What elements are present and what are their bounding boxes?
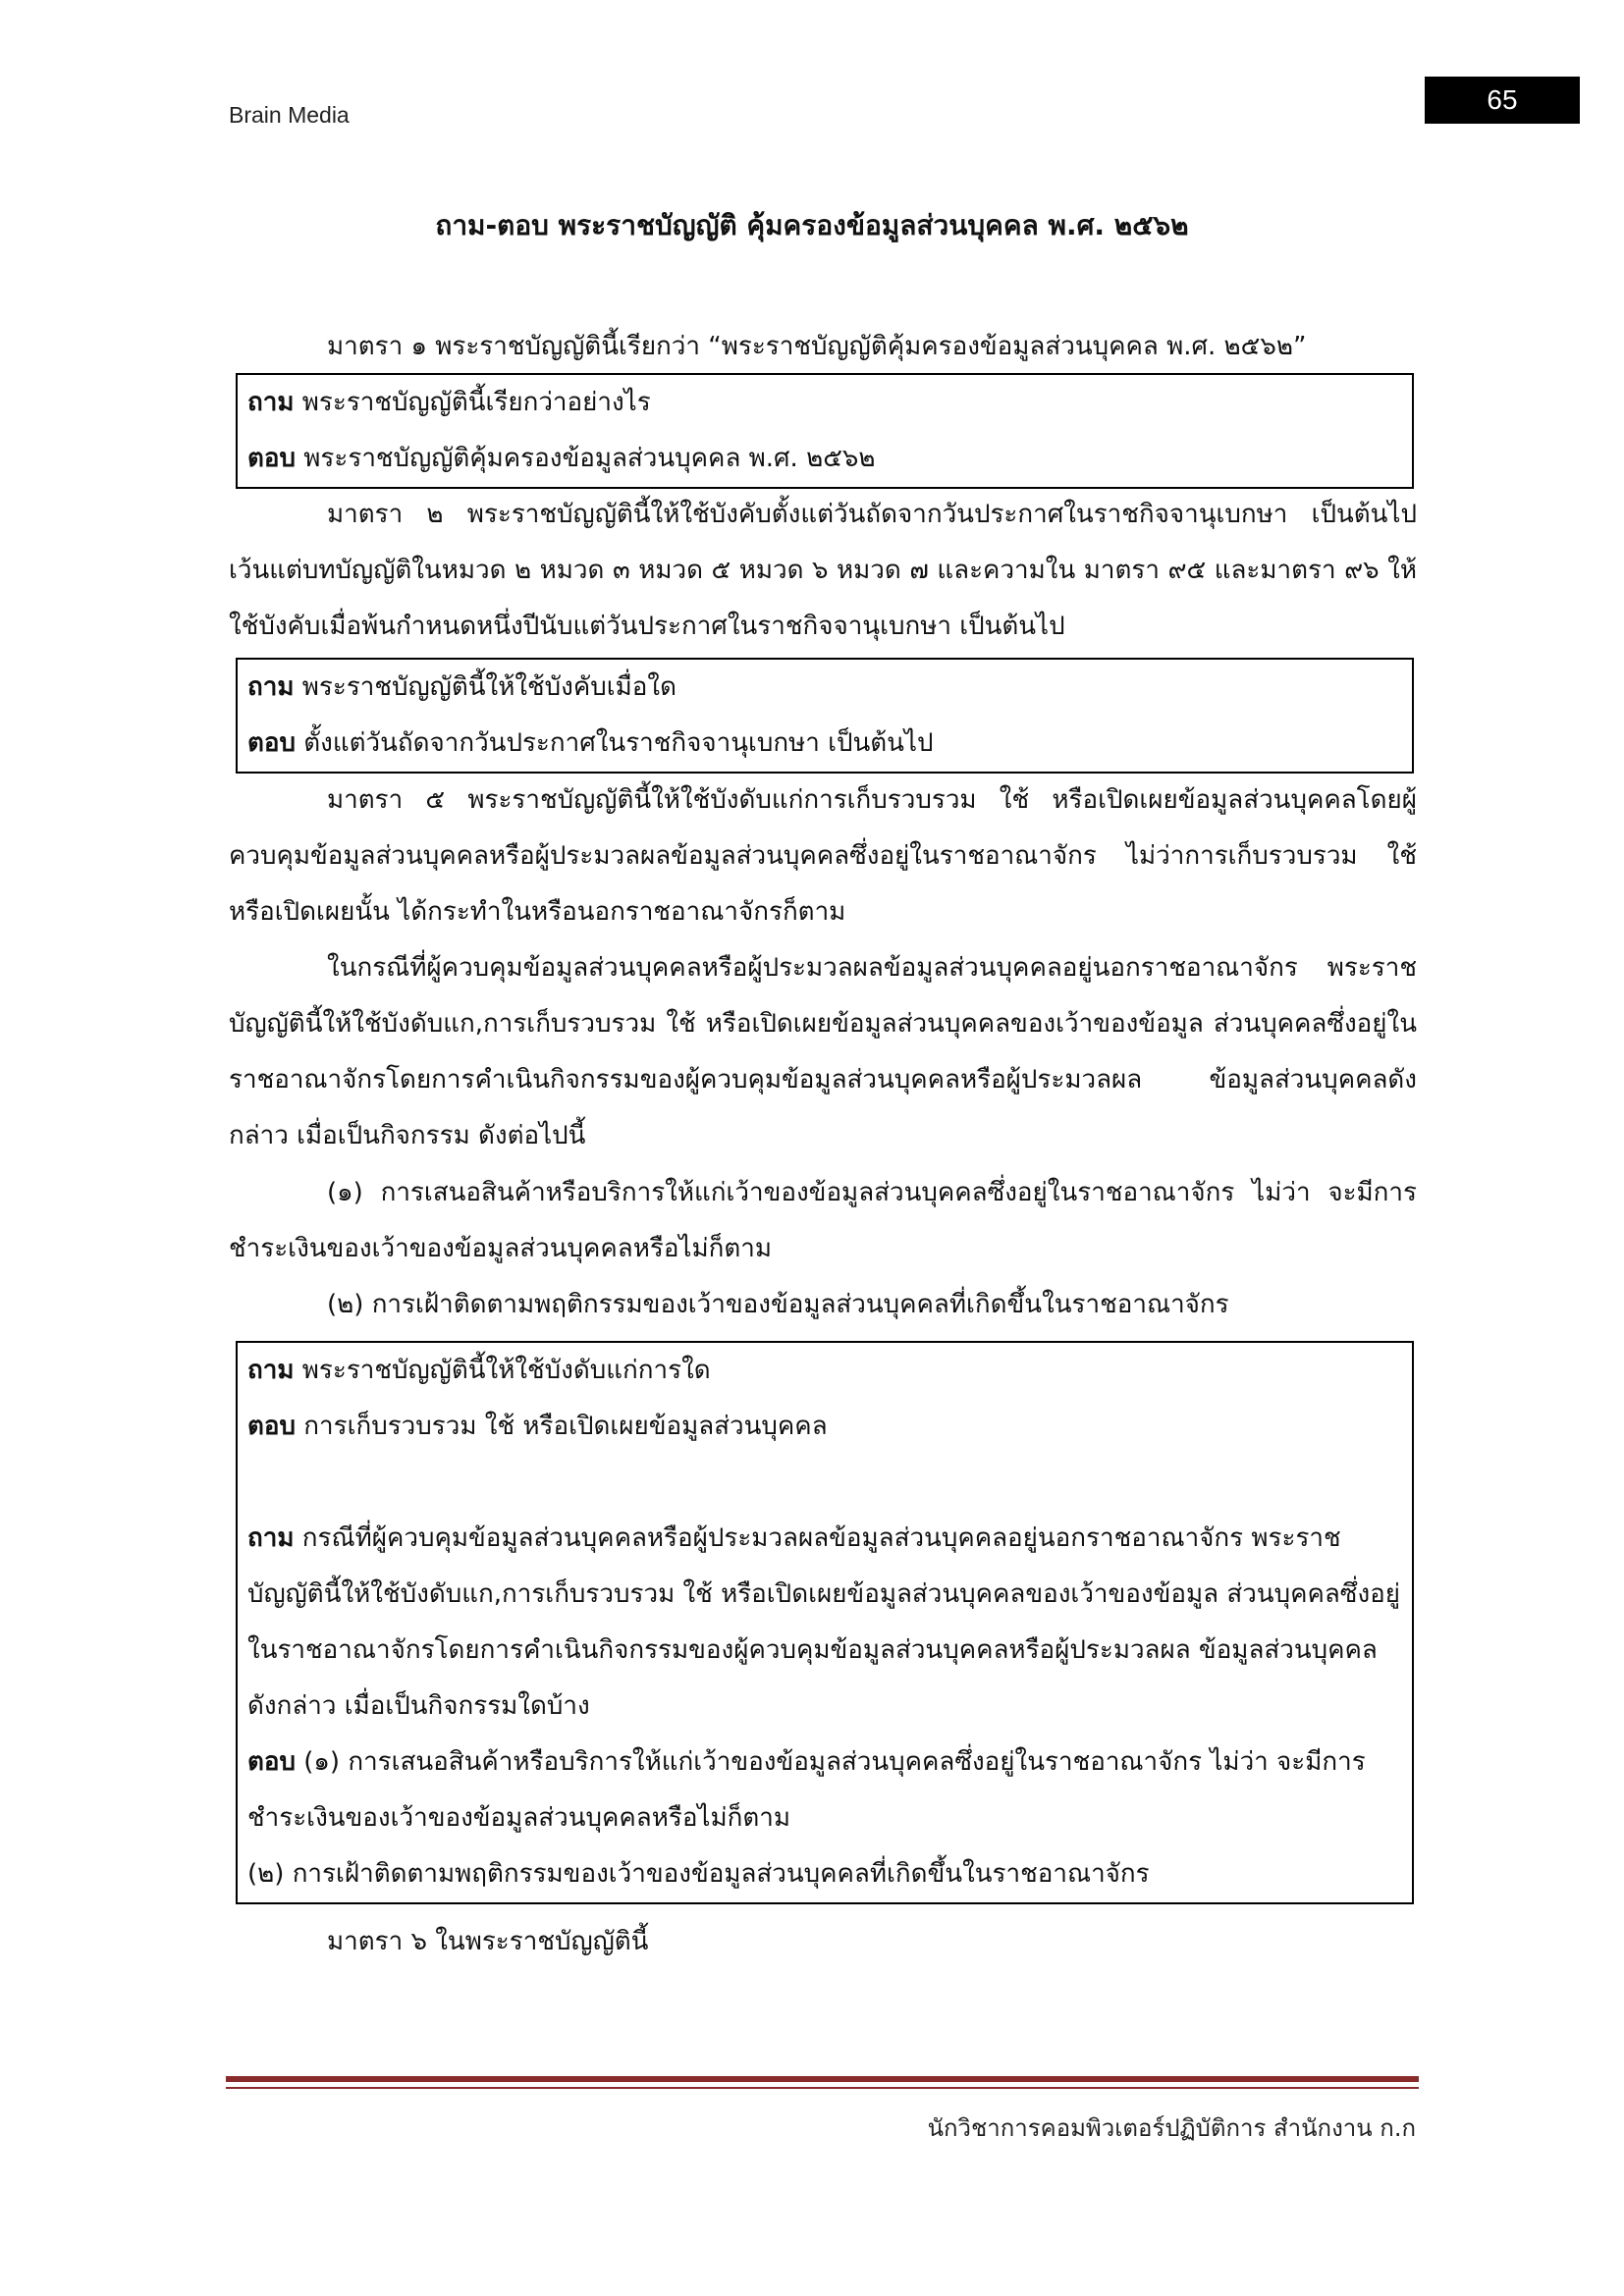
section-5-text: มาตรา ๕ พระราชบัญญัตินี้ให้ใช้บังดับแก่การเก็บรวบรวม ใช้ หรือเปิดเผยข้อมูลส่วนบุคคลโดยผู้ควบคุมข้อมูลส่วนบุคคลหรือผู้ประมวลผลข้อมูลส่วนบุคคลซึ่งอยู่ในราชอาณาจักร ไม่ว่าการเก็บรวบรวม ใช้ หรือเปิดเผยนั้น ได้กระทำในหรือนอกราชอาณาจักรก็ตาม bbox=[229, 785, 1417, 927]
footer-text: นักวิชาการคอมพิวเตอร์ปฏิบัติการ สำนักงาน ก.ก bbox=[927, 2114, 1416, 2142]
question-line bbox=[247, 375, 1402, 431]
answer-line bbox=[247, 716, 1402, 772]
publisher-name: Brain Media bbox=[229, 102, 350, 128]
question-line bbox=[247, 1343, 1402, 1399]
answer-label: ตอบ bbox=[247, 728, 297, 758]
section-2-text: มาตรา ๒ พระราชบัญญัตินี้ให้ใช้บังคับตั้งแต่วันถัดจากวันประกาศในราชกิจจานุเบกษา เป็นต้นไป เว้นแต่บทบัญญัติในหมวด ๒ หมวด ๓ หมวด ๕ หมวด ๖ หมวด ๗ และความใน มาตรา ๙๕ และมาตรา ๙๖ ให้ใช้บังคับเมื่อพ้นกำหนดหนึ่งปีนับแต่วันประกาศในราชกิจจานุเบกษา เป็นต้นไป bbox=[229, 500, 1417, 641]
question-label: ถาม bbox=[247, 672, 295, 702]
section-5-item-1: (๑) การเสนอสินค้าหรือบริการให้แก่เว้าของข้อมูลส่วนบุคคลซึ่งอยู่ในราชอาณาจักร ไม่ว่า จะมีการชำระเงินของเว้าของข้อมูลส่วนบุคคลหรือไม่ก็ตาม bbox=[229, 1178, 1417, 1263]
footer-rule-thick bbox=[226, 2076, 1419, 2082]
qa-box-section-2 bbox=[236, 658, 1414, 774]
answer-text: การเก็บรวบรวม ใช้ หรือเปิดเผยข้อมูลส่วนบุคคล bbox=[303, 1412, 828, 1441]
section-1-text: มาตรา ๑ พระราชบัญญัตินี้เรียกว่า “พระราชบัญญัติคุ้มครองข้อมูลส่วนบุคคล พ.ศ. ๒๕๖๒” bbox=[327, 332, 1307, 361]
document-title: ถาม-ตอบ พระราชบัญญัติ คุ้มครองข้อมูลส่วนบุคคล พ.ศ. ๒๕๖๒ bbox=[435, 209, 1189, 241]
answer-text: พระราชบัญญัติคุ้มครองข้อมูลส่วนบุคคล พ.ศ. ๒๕๖๒ bbox=[303, 444, 876, 473]
answer-label: ตอบ bbox=[247, 444, 297, 473]
footer-rule-thin bbox=[226, 2087, 1419, 2089]
question-text: พระราชบัญญัตินี้ให้ใช้บังคับเมื่อใด bbox=[301, 672, 677, 702]
answer-line bbox=[247, 431, 1402, 487]
section-5-paragraph-2: ในกรณีที่ผู้ควบคุมข้อมูลส่วนบุคคลหรือผู้ประมวลผลข้อมูลส่วนบุคคลอยู่นอกราชอาณาจักร พระราชบัญญัตินี้ให้ใช้บังดับแก,การเก็บรวบรวม ใช้ หรือเปิดเผยข้อมูลส่วนบุคคลของเว้าของข้อมูล ส่วนบุคคลซึ่งอยู่ในราชอาณาจักรโดยการคำเนินกิจกรรมของผู้ควบคุมข้อมูลส่วนบุคคลหรือผู้ประมวลผล ข้อมูลส่วนบุคคลดังกล่าว เมื่อเป็นกิจกรรม ดังต่อไปนี้ bbox=[229, 953, 1417, 1150]
answer-text: ตั้งแต่วันถัดจากวันประกาศในราชกิจจานุเบกษา เป็นต้นไป bbox=[303, 728, 934, 758]
page-number: 65 bbox=[1425, 77, 1580, 124]
question-label: ถาม bbox=[247, 388, 295, 417]
question-label: ถาม bbox=[247, 1523, 295, 1553]
question-text: กรณีที่ผู้ควบคุมข้อมูลส่วนบุคคลหรือผู้ประมวลผลข้อมูลส่วนบุคคลอยู่นอกราชอาณาจักร พระราชบัญญัตินี้ให้ใช้บังดับแก,การเก็บรวบรวม ใช้ หรือเปิดเผยข้อมูลส่วนบุคคลของเว้าของข้อมูล ส่วนบุคคลซึ่งอยู่ในราชอาณาจักรโดยการคำเนินกิจกรรมของผู้ควบคุมข้อมูลส่วนบุคคลหรือผู้ประมวลผล ข้อมูลส่วนบุคคลดังกล่าว เมื่อเป็นกิจกรรมใดบ้าง bbox=[247, 1523, 1400, 1721]
question-line bbox=[247, 660, 1402, 716]
question-line bbox=[247, 1511, 1402, 1735]
section-5-item-2: (๒) การเฝ้าติดตามพฤติกรรมของเว้าของข้อมูลส่วนบุคคลที่เกิดขึ้นในราชอาณาจักร bbox=[327, 1290, 1229, 1319]
answer-item-2: (๒) การเฝ้าติดตามพฤติกรรมของเว้าของข้อมูลส่วนบุคคลที่เกิดขึ้นในราชอาณาจักร bbox=[247, 1859, 1150, 1889]
question-label: ถาม bbox=[247, 1356, 295, 1385]
blank-line bbox=[247, 1455, 1402, 1511]
qa-box-section-5 bbox=[236, 1341, 1414, 1904]
question-text: พระราชบัญญัตินี้เรียกว่าอย่างไร bbox=[301, 388, 651, 417]
answer-label: ตอบ bbox=[247, 1412, 297, 1441]
section-6-text: มาตรา ๖ ในพระราชบัญญัตินี้ bbox=[327, 1927, 649, 1956]
answer-label: ตอบ bbox=[247, 1747, 297, 1777]
answer-item-1: (๑) การเสนอสินค้าหรือบริการให้แก่เว้าของข้อมูลส่วนบุคคลซึ่งอยู่ในราชอาณาจักร ไม่ว่า จะมีการชำระเงินของเว้าของข้อมูลส่วนบุคคลหรือไม่ก็ตาม bbox=[247, 1747, 1366, 1833]
qa-box-section-1 bbox=[236, 373, 1414, 489]
answer-line bbox=[247, 1735, 1402, 1846]
answer-line bbox=[247, 1399, 1402, 1455]
question-text: พระราชบัญญัตินี้ให้ใช้บังดับแก่การใด bbox=[301, 1356, 711, 1385]
